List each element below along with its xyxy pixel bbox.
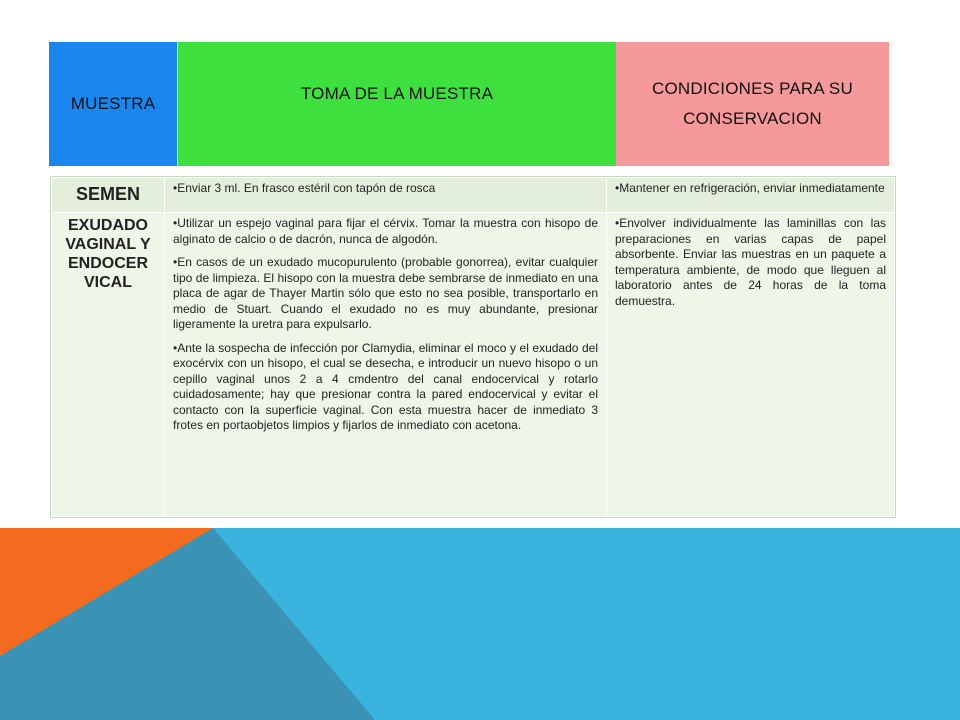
toma-paragraph: •Ante la sospecha de infección por Clamydia, eliminar el moco y el exudado del exocérvix con un hisopo, el cual se desecha, e introducir un nuevo hisopo o un cepillo vaginal unos 2 a 4 cmdentro del canal endocervical y rotarlo cuidadosamente; hay que presionar contra la pared endocervical y evitar el contacto con la superficie vaginal. Con esta muestra hacer de inmediato 3 frotes en portaobjetos limpios y fijarlos de inmediato con acetona.	[173, 340, 598, 432]
toma-cell	[165, 213, 607, 517]
sample-name-line: VICAL	[84, 274, 132, 291]
header-condiciones-line2: CONSERVACION	[683, 109, 822, 128]
header-condiciones-line1: CONDICIONES PARA SU	[652, 79, 853, 98]
sample-name-line: EXUDADO	[67, 217, 148, 234]
toma-paragraph: •Utilizar un espejo vaginal para fijar el cérvix. Tomar la muestra con hisopo de alginato de calcio o de dacrón, nunca de algodón.	[173, 216, 598, 246]
sample-name-exudado	[52, 213, 165, 517]
sample-table	[50, 176, 896, 518]
toma-paragraph: •En casos de un exudado mucopurulento (probable gonorrea), evitar cualquier tipo de limpieza. El hisopo con la muestra debe sembrarse de inmediato en una placa de agar de Thayer Martin sólo que esto no sea posible, transportarlo en medio de Stuart. Cuando el exudado no es muy abundante, presionar ligeramente la uretra para expulsarlo.	[173, 255, 598, 331]
conservacion-cell: •Mantener en refrigeración, enviar inmediatamente	[607, 178, 895, 213]
conservacion-cell: •Envolver individualmente las laminillas con las preparaciones en varias capas de papel absorbente. Enviar las muestras en un paquete a temperatura ambiente, de modo que lleguen al laboratorio antes de 24 horas de la toma demuestra.	[607, 213, 895, 517]
toma-cell	[165, 178, 607, 213]
sample-name-line: VAGINAL Y	[65, 236, 151, 253]
header-muestra: MUESTRA	[49, 42, 178, 166]
table-row	[52, 178, 895, 213]
sample-name-semen: SEMEN	[52, 178, 165, 213]
sample-name-line: ENDOCER	[67, 255, 148, 272]
toma-text: •Enviar 3 ml. En frasco estéril con tapón de rosca	[173, 181, 436, 195]
header-condiciones	[616, 42, 889, 166]
table-row	[52, 213, 895, 517]
table-header	[49, 42, 889, 166]
header-toma-de-la-muestra: TOMA DE LA MUESTRA	[178, 42, 616, 166]
decorative-band	[0, 528, 960, 720]
